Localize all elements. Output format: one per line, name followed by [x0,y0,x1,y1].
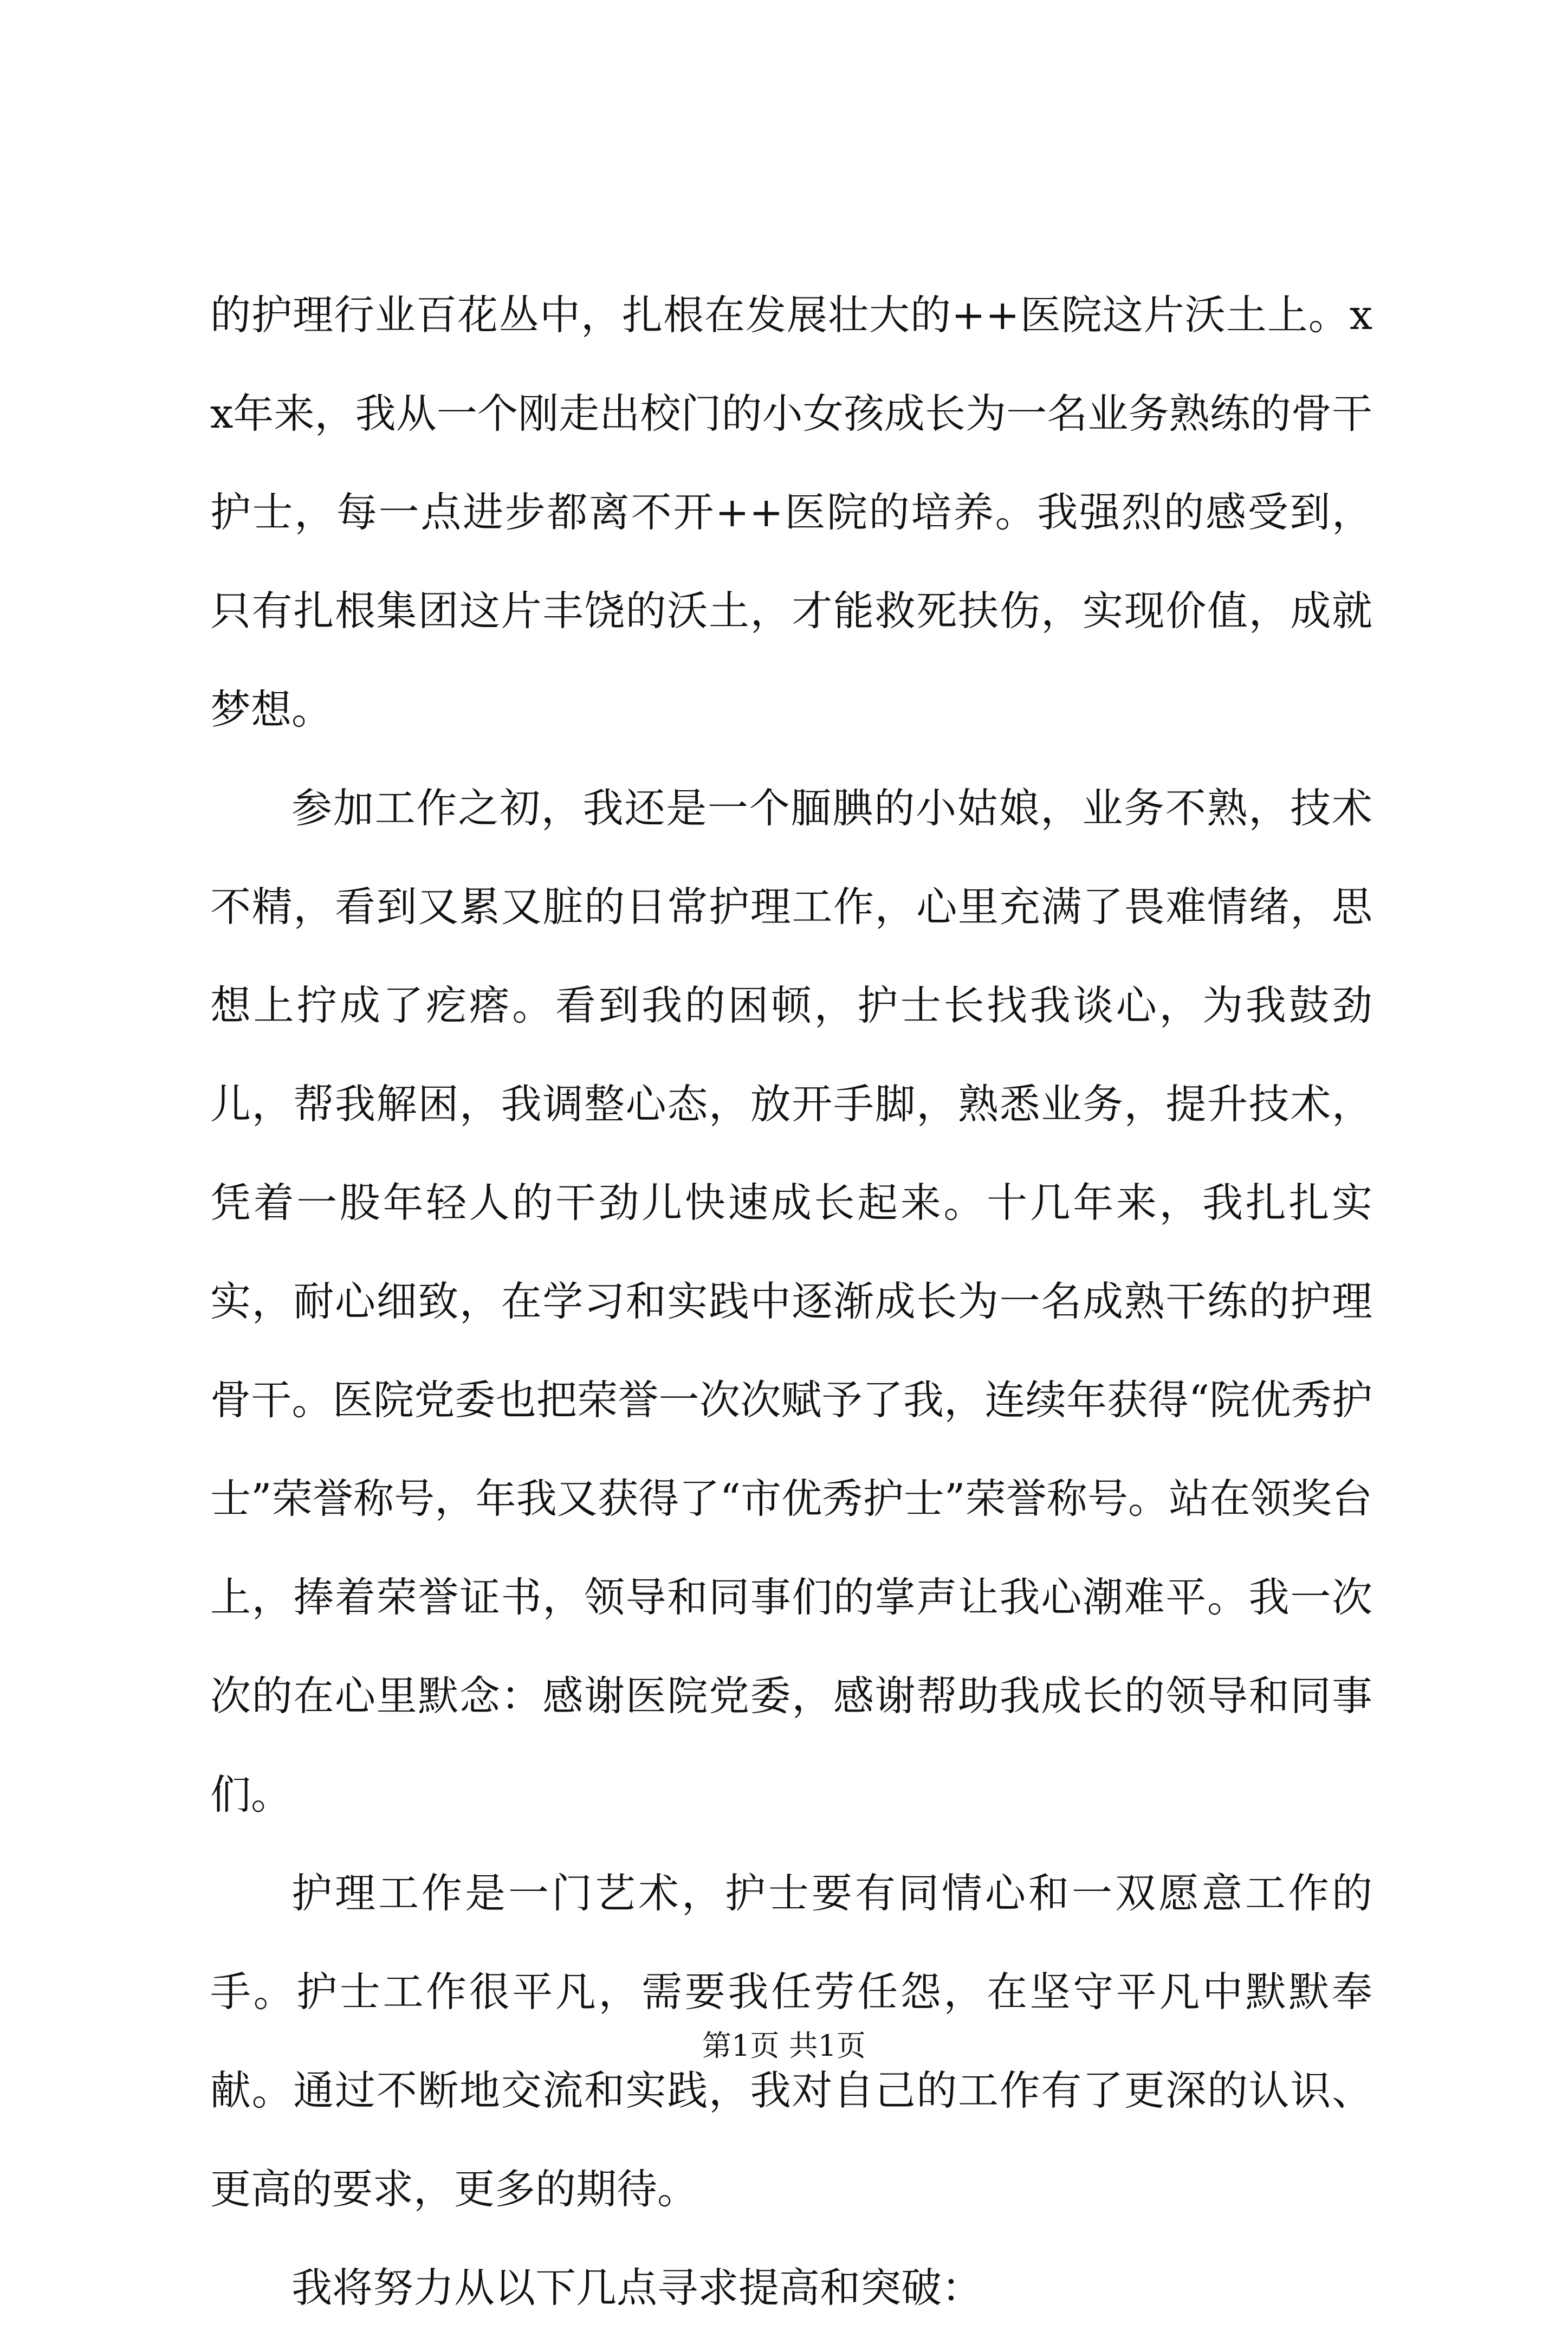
document-body [210,266,1372,2337]
paragraph-3: 护理工作是一门艺术，护士要有同情心和一双愿意工作的手。护士工作很平凡，需要我任劳任怨，在坚守平凡中默默奉献。通过不断地交流和实践，我对自己的工作有了更深的认识、更高的要求，更多的期待。 [210,1869,1372,2213]
paragraph-2: 参加工作之初，我还是一个腼腆的小姑娘，业务不熟，技术不精，看到又累又脏的日常护理工作，心里充满了畏难情绪，思想上拧成了疙瘩。看到我的困顿，护士长找我谈心，为我鼓劲儿，帮我解困，我调整心态，放开手脚，熟悉业务，提升技术，凭着一股年轻人的干劲儿快速成长起来。十几年来，我扎扎实实，耐心细致，在学习和实践中逐渐成长为一名成熟干练的护理骨干。医院党委也把荣誉一次次赋予了我，连续年获得“院优秀护士”荣誉称号，年我又获得了“市优秀护士”荣誉称号。站在领奖台上，捧着荣誉证书，领导和同事们的掌声让我心潮难平。我一次次的在心里默念：感谢医院党委，感谢帮助我成长的领导和同事们。 [210,784,1372,1818]
paragraph-1: 的护理行业百花丛中，扎根在发展壮大的++医院这片沃土上。xx年来，我从一个刚走出校门的小女孩成长为一名业务熟练的骨干护士，每一点进步都离不开++医院的培养。我强烈的感受到，只有扎根集团这片丰饶的沃土，才能救死扶伤，实现价值，成就梦想。 [210,291,1372,733]
page-footer: 第1页 共1页 [702,2029,866,2063]
paragraph-4: 我将努力从以下几点寻求提高和突破： [291,2264,983,2312]
